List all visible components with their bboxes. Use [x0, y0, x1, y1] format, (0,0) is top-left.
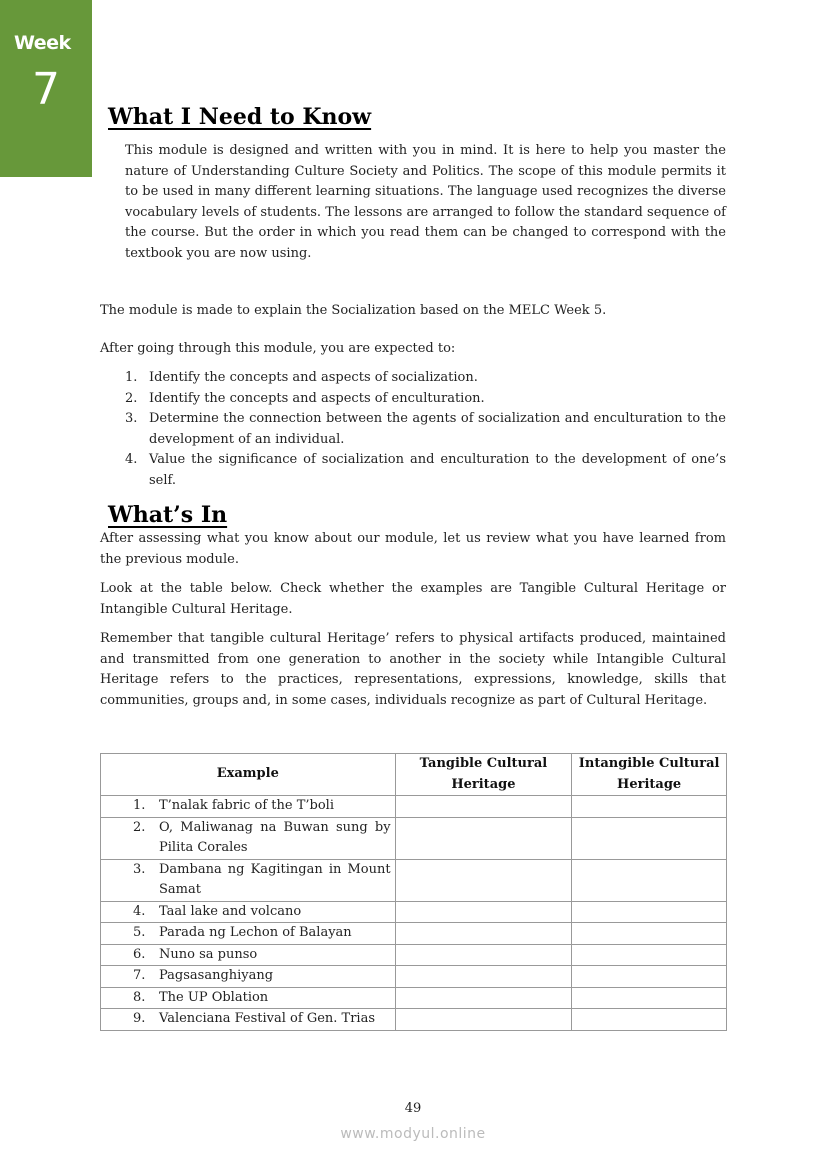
item-number: 4.: [125, 452, 138, 468]
example-text: Pagsasanghiyang: [159, 968, 274, 983]
header-example: Example: [101, 754, 396, 796]
table-row: [101, 923, 727, 945]
example-cell: [101, 923, 396, 945]
watermark: www.modyul.online: [340, 1126, 486, 1142]
example-text: T’nalak fabric of the T’boli: [159, 798, 334, 813]
row-number: 4.: [133, 903, 146, 919]
example-cell: [101, 987, 396, 1009]
example-text: Valenciana Festival of Gen. Trias: [159, 1011, 376, 1026]
table-row: [101, 966, 727, 988]
section-heading-whats-in: What’s In: [108, 502, 228, 528]
example-cell: [101, 966, 396, 988]
tangible-check-cell[interactable]: [395, 859, 572, 901]
example-cell: [101, 817, 396, 859]
table-row: [101, 987, 727, 1009]
intangible-check-cell[interactable]: [572, 796, 727, 818]
list-item: [125, 368, 726, 389]
example-text: The UP Oblation: [159, 989, 269, 1005]
expectation-paragraph: After going through this module, you are expected to:: [100, 341, 456, 356]
instruction-paragraph: Look at the table below. Check whether the examples are Tangible Cultural Heritage or Intangible Cultural Heritage.: [100, 581, 726, 617]
table-row: [101, 859, 727, 901]
table-row: [101, 796, 727, 818]
example-cell: [101, 796, 396, 818]
item-text: Value the significance of socialization and enculturation to the development of one’s self.: [149, 452, 726, 488]
example-text: Taal lake and volcano: [159, 903, 302, 919]
section-heading-what-i-need-to-know: What I Need to Know: [108, 104, 372, 130]
tangible-check-cell[interactable]: [395, 944, 572, 966]
row-number: 1.: [133, 798, 146, 813]
objectives-list: [125, 368, 726, 492]
item-text: Identify the concepts and aspects of enculturation.: [149, 390, 485, 406]
row-number: 5.: [133, 925, 146, 940]
week-label: Week: [14, 32, 71, 54]
item-text: Identify the concepts and aspects of socialization.: [149, 370, 478, 385]
definition-paragraph: Remember that tangible cultural Heritage’ refers to physical artifacts produced, maintained and transmitted from one generation to another in the society while Intangible Cultural Heritage refers to the practices, representations, expressions, knowledge, skills that communities, groups and, in some cases, individuals recognize as part of Cultural Heritage.: [100, 631, 726, 708]
table-row: [101, 1009, 727, 1031]
item-number: 2.: [125, 390, 138, 406]
example-text: Parada ng Lechon of Balayan: [159, 925, 352, 940]
row-number: 6.: [133, 946, 146, 962]
heritage-table: [100, 753, 727, 1031]
example-cell: [101, 1009, 396, 1031]
week-number: 7: [32, 64, 60, 115]
row-number: 2.: [133, 819, 146, 835]
table-header-row: [101, 754, 727, 796]
intangible-check-cell[interactable]: [572, 944, 727, 966]
intangible-check-cell[interactable]: [572, 817, 727, 859]
example-cell: [101, 944, 396, 966]
tangible-check-cell[interactable]: [395, 796, 572, 818]
item-text: Determine the connection between the agents of socialization and enculturation to the development of an individual.: [149, 411, 726, 447]
list-item: [125, 389, 726, 410]
tangible-check-cell[interactable]: [395, 817, 572, 859]
intangible-check-cell[interactable]: [572, 966, 727, 988]
table-row: [101, 901, 727, 923]
tangible-check-cell[interactable]: [395, 901, 572, 923]
intro-paragraph: This module is designed and written with you in mind. It is here to help you master the nature of Understanding Culture Society and Politics. The scope of this module permits it to be used in many different learning situations. The language used recognizes the diverse vocabulary levels of students. The lessons are arranged to follow the standard sequence of the course. But the order in which you read them can be changed to correspond with the textbook you are now using.: [125, 143, 726, 261]
list-item: [125, 409, 726, 450]
list-item: [125, 450, 726, 491]
review-paragraph: After assessing what you know about our module, let us review what you have learned from the previous module.: [100, 531, 726, 567]
header-tangible: Tangible Cultural Heritage: [395, 754, 572, 796]
intangible-check-cell[interactable]: [572, 1009, 727, 1031]
row-number: 7.: [133, 968, 146, 983]
row-number: 8.: [133, 989, 146, 1005]
example-text: Dambana ng Kagitingan in Mount Samat: [159, 861, 391, 897]
item-number: 1.: [125, 370, 138, 385]
tangible-check-cell[interactable]: [395, 923, 572, 945]
intangible-check-cell[interactable]: [572, 901, 727, 923]
example-text: Nuno sa punso: [159, 946, 258, 962]
example-cell: [101, 859, 396, 901]
row-number: 3.: [133, 861, 146, 877]
intangible-check-cell[interactable]: [572, 923, 727, 945]
page-number: 49: [404, 1101, 422, 1116]
table-row: [101, 817, 727, 859]
week-badge: [0, 0, 92, 177]
intangible-check-cell[interactable]: [572, 859, 727, 901]
purpose-paragraph: The module is made to explain the Socialization based on the MELC Week 5.: [100, 303, 607, 318]
example-text: O, Maliwanag na Buwan sung by Pilita Corales: [159, 819, 391, 855]
tangible-check-cell[interactable]: [395, 1009, 572, 1031]
header-intangible: Intangible Cultural Heritage: [572, 754, 727, 796]
item-number: 3.: [125, 411, 138, 427]
example-cell: [101, 901, 396, 923]
table-row: [101, 944, 727, 966]
intangible-check-cell[interactable]: [572, 987, 727, 1009]
tangible-check-cell[interactable]: [395, 987, 572, 1009]
row-number: 9.: [133, 1011, 146, 1026]
tangible-check-cell[interactable]: [395, 966, 572, 988]
